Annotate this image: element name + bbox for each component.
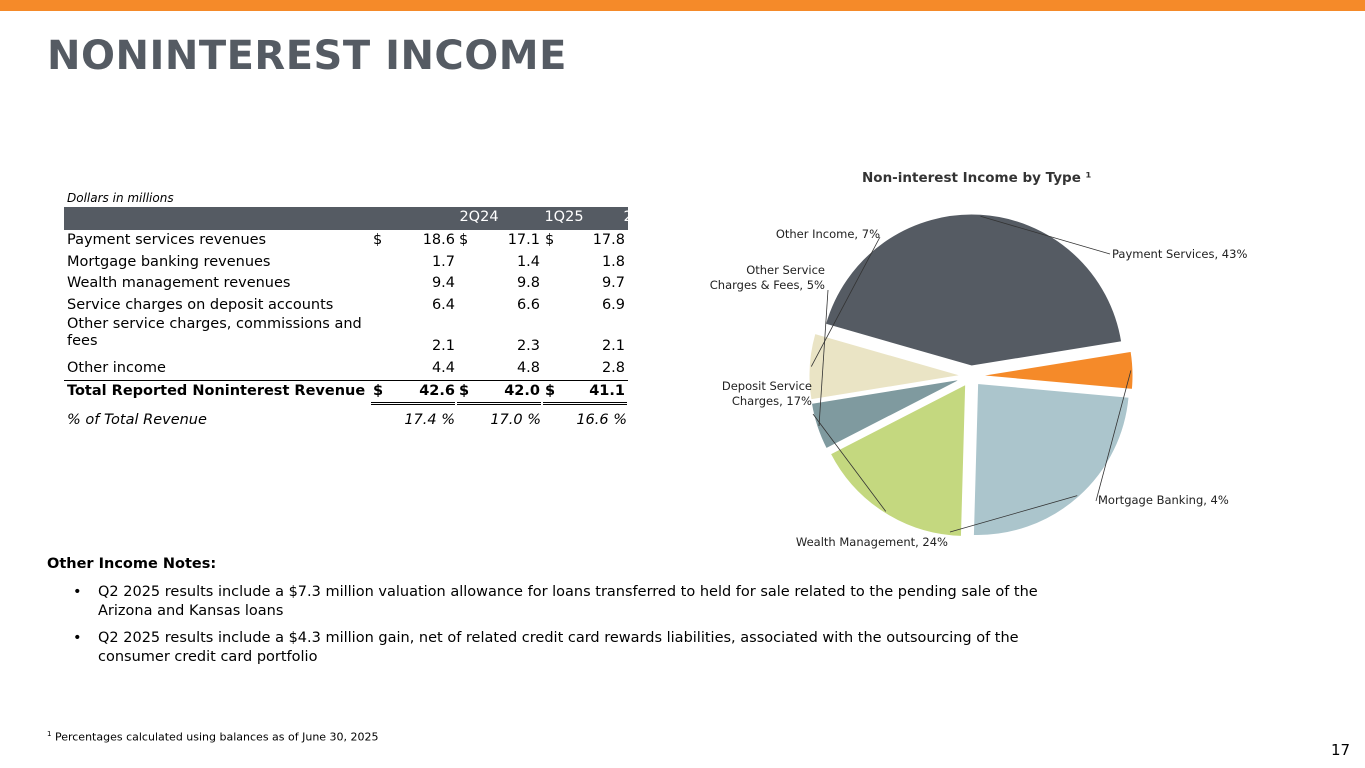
pct-1q25: 17.0 % [490, 412, 541, 428]
row-label: Service charges on deposit accounts [67, 296, 334, 313]
cell-2q25: 1.8 [601, 253, 625, 270]
currency-sign: $ [545, 232, 555, 248]
total-label: Total Reported Noninterest Revenue [67, 382, 366, 399]
currency-sign: $ [545, 382, 556, 399]
cell-1q25: 9.8 [516, 275, 540, 291]
row-label: Other income [67, 360, 166, 376]
pie-label: Deposit Service Charges, 17% [721, 379, 812, 408]
table-caption: Dollars in millions [67, 191, 174, 205]
footnote-text: Percentages calculated using balances as of June 30, 2025 [54, 730, 379, 744]
currency-sign: $ [459, 382, 470, 399]
cell-2q24: 2.1 [431, 338, 455, 354]
notes-heading: Other Income Notes: [47, 556, 217, 572]
note-text: Q2 2025 results include a $7.3 million valuation allowance for loans transferred to held for sale related to the pending sale of the Arizona and Kansas loans [98, 584, 1038, 619]
pie-label: Other Income, 7% [775, 227, 880, 241]
pct-label: % of Total Revenue [67, 412, 207, 428]
page-number: 17 [1331, 741, 1351, 759]
cell-2q24: 4.4 [431, 360, 455, 376]
currency-sign: $ [459, 232, 469, 248]
row-label: Payment services revenues [67, 232, 267, 248]
cell-1q25: 4.8 [516, 360, 540, 376]
pie-label: Wealth Management, 24% [795, 535, 948, 549]
pct-2q25: 16.6 % [576, 412, 627, 428]
cell-2q24: 1.7 [431, 253, 455, 270]
note-text: Q2 2025 results include a $4.3 million gain, net of related credit card rewards liabilities, associated with the outsourcing of the consumer credit card portfolio [98, 630, 1019, 665]
cell-2q25: 9.7 [601, 275, 625, 291]
page-title: NONINTEREST INCOME [47, 33, 567, 79]
cell-1q25: 1.4 [516, 253, 540, 270]
col-header-1q25: 1Q25 [544, 209, 584, 225]
pie-slice-wealth-management [973, 383, 1129, 535]
bullet-mark: • [73, 584, 82, 600]
pie-label: Payment Services, 43% [1112, 247, 1248, 261]
cell-1q25: 2.3 [516, 338, 540, 354]
chart-title: Non-interest Income by Type ¹ [862, 170, 1092, 186]
bullet-mark: • [73, 630, 82, 646]
cell-2q25: 2.8 [601, 360, 625, 376]
pie-label: Other Service Charges & Fees, 5% [709, 263, 825, 292]
row-label: Wealth management revenues [67, 275, 291, 291]
footnote-mark: 1 [47, 730, 52, 738]
cell-2q24: 18.6 [422, 232, 455, 248]
cell-2q25: 6.9 [601, 296, 625, 313]
total-2q25: 41.1 [589, 382, 625, 399]
cell-1q25: 17.1 [507, 232, 540, 248]
cell-2q25: 2.1 [601, 338, 625, 354]
total-1q25: 42.0 [504, 382, 540, 399]
total-2q24: 42.6 [419, 382, 455, 399]
cell-2q25: 17.8 [592, 232, 625, 248]
cell-2q24: 6.4 [431, 296, 455, 313]
col-header-2q25: 2Q25 [623, 209, 663, 225]
currency-sign: $ [373, 232, 383, 248]
pct-2q24: 17.4 % [404, 412, 455, 428]
pie-label: Mortgage Banking, 4% [1098, 493, 1229, 507]
footnote [47, 730, 379, 744]
cell-2q24: 9.4 [431, 275, 455, 291]
row-label: Other service charges, commissions and fees [67, 316, 362, 349]
currency-sign: $ [373, 382, 384, 399]
row-label: Mortgage banking revenues [67, 253, 271, 270]
cell-1q25: 6.6 [516, 296, 540, 313]
col-header-2q24: 2Q24 [459, 209, 499, 225]
